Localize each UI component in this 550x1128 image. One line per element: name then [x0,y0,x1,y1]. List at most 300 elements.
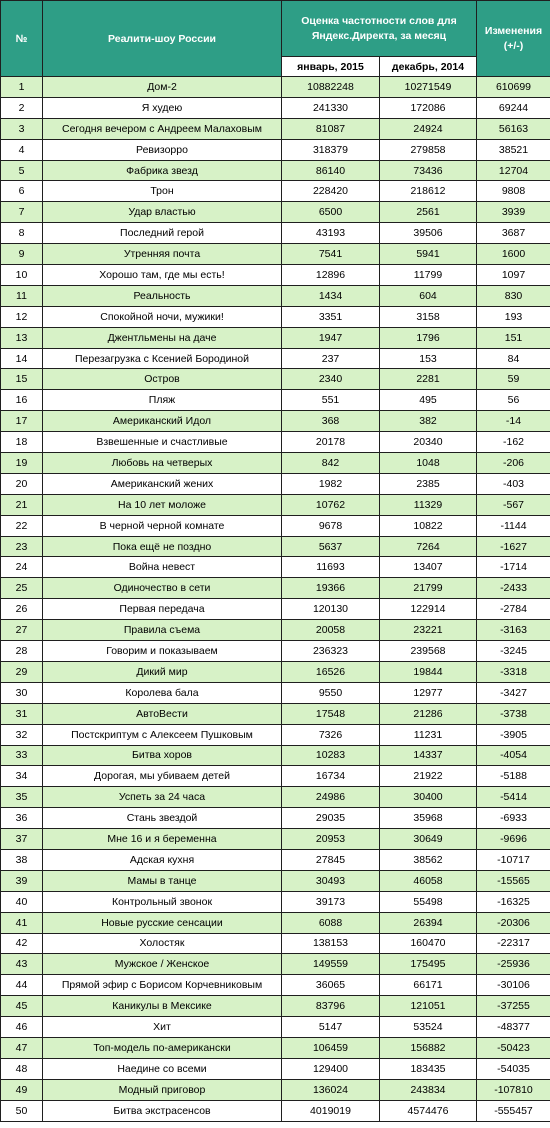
cell-change: -2784 [477,599,550,620]
header-number: № [1,1,43,77]
cell-change: -3427 [477,682,550,703]
cell-december: 10271549 [380,77,477,98]
cell-number: 49 [1,1079,43,1100]
cell-change: 193 [477,306,550,327]
cell-show-name: Дорогая, мы убиваем детей [43,766,282,787]
cell-number: 40 [1,891,43,912]
cell-december: 2561 [380,202,477,223]
cell-change: -5414 [477,787,550,808]
cell-december: 30649 [380,829,477,850]
cell-january: 24986 [282,787,380,808]
cell-show-name: Последний герой [43,223,282,244]
cell-change: -22317 [477,933,550,954]
cell-show-name: Сегодня вечером с Андреем Малаховым [43,118,282,139]
cell-change: -25936 [477,954,550,975]
cell-number: 37 [1,829,43,850]
cell-january: 7326 [282,724,380,745]
cell-number: 46 [1,1017,43,1038]
cell-show-name: Холостяк [43,933,282,954]
cell-january: 20953 [282,829,380,850]
cell-show-name: На 10 лет моложе [43,494,282,515]
cell-january: 236323 [282,641,380,662]
cell-january: 318379 [282,139,380,160]
cell-number: 36 [1,808,43,829]
cell-january: 10283 [282,745,380,766]
cell-show-name: Пляж [43,390,282,411]
table-row [1,390,550,411]
table-row [1,1037,550,1058]
cell-number: 15 [1,369,43,390]
cell-change: -14 [477,411,550,432]
cell-december: 175495 [380,954,477,975]
table-row [1,996,550,1017]
table-row [1,160,550,181]
cell-december: 218612 [380,181,477,202]
cell-january: 17548 [282,703,380,724]
cell-december: 10822 [380,515,477,536]
table-row [1,1100,550,1121]
header-show: Реалити-шоу России [43,1,282,77]
cell-change: 12704 [477,160,550,181]
cell-number: 25 [1,578,43,599]
cell-show-name: Мамы в танце [43,870,282,891]
cell-number: 38 [1,849,43,870]
cell-december: 11329 [380,494,477,515]
cell-january: 86140 [282,160,380,181]
cell-change: 9808 [477,181,550,202]
cell-december: 21922 [380,766,477,787]
table-row [1,975,550,996]
cell-number: 2 [1,97,43,118]
table-row [1,682,550,703]
cell-change: -6933 [477,808,550,829]
table-row [1,870,550,891]
cell-show-name: Я худею [43,97,282,118]
cell-december: 183435 [380,1058,477,1079]
table-row [1,933,550,954]
table-row [1,181,550,202]
cell-change: -1714 [477,557,550,578]
cell-december: 46058 [380,870,477,891]
cell-december: 172086 [380,97,477,118]
cell-change: -48377 [477,1017,550,1038]
cell-january: 1434 [282,285,380,306]
cell-number: 9 [1,244,43,265]
cell-january: 5147 [282,1017,380,1038]
table-row [1,1079,550,1100]
cell-show-name: Стань звездой [43,808,282,829]
cell-number: 50 [1,1100,43,1121]
cell-december: 7264 [380,536,477,557]
cell-january: 241330 [282,97,380,118]
table-row [1,891,550,912]
cell-december: 2281 [380,369,477,390]
cell-change: -37255 [477,996,550,1017]
cell-number: 48 [1,1058,43,1079]
cell-january: 4019019 [282,1100,380,1121]
cell-change: 56 [477,390,550,411]
cell-december: 38562 [380,849,477,870]
cell-number: 17 [1,411,43,432]
cell-show-name: Реальность [43,285,282,306]
cell-change: -206 [477,453,550,474]
cell-january: 368 [282,411,380,432]
table-row [1,285,550,306]
cell-january: 3351 [282,306,380,327]
cell-show-name: Первая передача [43,599,282,620]
cell-show-name: Правила съема [43,620,282,641]
table-row [1,139,550,160]
cell-change: 69244 [477,97,550,118]
cell-december: 153 [380,348,477,369]
table-row [1,661,550,682]
cell-number: 30 [1,682,43,703]
cell-january: 6088 [282,912,380,933]
cell-january: 6500 [282,202,380,223]
cell-number: 47 [1,1037,43,1058]
table-row [1,536,550,557]
cell-number: 12 [1,306,43,327]
cell-number: 45 [1,996,43,1017]
cell-show-name: Топ-модель по-американски [43,1037,282,1058]
cell-number: 20 [1,473,43,494]
cell-number: 13 [1,327,43,348]
table-row [1,515,550,536]
table-row [1,787,550,808]
cell-december: 495 [380,390,477,411]
cell-january: 842 [282,453,380,474]
cell-change: 610699 [477,77,550,98]
cell-number: 18 [1,432,43,453]
cell-number: 42 [1,933,43,954]
cell-december: 4574476 [380,1100,477,1121]
cell-january: 39173 [282,891,380,912]
cell-change: -3163 [477,620,550,641]
table-row [1,1017,550,1038]
cell-december: 382 [380,411,477,432]
cell-january: 19366 [282,578,380,599]
cell-january: 551 [282,390,380,411]
cell-show-name: Дом-2 [43,77,282,98]
table-row [1,306,550,327]
cell-january: 11693 [282,557,380,578]
cell-show-name: Модный приговор [43,1079,282,1100]
cell-change: -30106 [477,975,550,996]
cell-january: 149559 [282,954,380,975]
table-row [1,453,550,474]
cell-show-name: Спокойной ночи, мужики! [43,306,282,327]
cell-december: 20340 [380,432,477,453]
cell-january: 83796 [282,996,380,1017]
cell-number: 27 [1,620,43,641]
cell-number: 6 [1,181,43,202]
cell-change: -3318 [477,661,550,682]
cell-january: 10882248 [282,77,380,98]
cell-show-name: Говорим и показываем [43,641,282,662]
cell-number: 16 [1,390,43,411]
cell-number: 10 [1,265,43,286]
cell-change: -5188 [477,766,550,787]
cell-january: 36065 [282,975,380,996]
header-change: Изменения (+/-) [477,1,550,77]
cell-december: 239568 [380,641,477,662]
cell-change: -3245 [477,641,550,662]
table-row [1,411,550,432]
cell-change: 3939 [477,202,550,223]
cell-december: 21799 [380,578,477,599]
cell-number: 5 [1,160,43,181]
table-row [1,432,550,453]
cell-show-name: Взвешенные и счастливые [43,432,282,453]
cell-december: 55498 [380,891,477,912]
cell-number: 39 [1,870,43,891]
cell-january: 237 [282,348,380,369]
cell-number: 31 [1,703,43,724]
cell-december: 23221 [380,620,477,641]
cell-change: -162 [477,432,550,453]
cell-show-name: Одиночество в сети [43,578,282,599]
table-row [1,849,550,870]
cell-show-name: Утренняя почта [43,244,282,265]
table-row [1,829,550,850]
cell-december: 13407 [380,557,477,578]
cell-december: 26394 [380,912,477,933]
cell-january: 81087 [282,118,380,139]
cell-number: 11 [1,285,43,306]
cell-change: 1600 [477,244,550,265]
table-row [1,766,550,787]
cell-january: 27845 [282,849,380,870]
cell-show-name: Новые русские сенсации [43,912,282,933]
cell-january: 10762 [282,494,380,515]
cell-number: 23 [1,536,43,557]
cell-december: 14337 [380,745,477,766]
cell-show-name: Дикий мир [43,661,282,682]
cell-change: -54035 [477,1058,550,1079]
cell-show-name: Битва хоров [43,745,282,766]
table-row [1,808,550,829]
table-row [1,202,550,223]
cell-show-name: Трон [43,181,282,202]
cell-number: 24 [1,557,43,578]
table-row [1,724,550,745]
cell-number: 21 [1,494,43,515]
cell-january: 5637 [282,536,380,557]
cell-december: 73436 [380,160,477,181]
cell-show-name: Прямой эфир с Борисом Корчевниковым [43,975,282,996]
cell-show-name: Королева бала [43,682,282,703]
cell-january: 30493 [282,870,380,891]
cell-change: 1097 [477,265,550,286]
cell-december: 3158 [380,306,477,327]
cell-december: 11231 [380,724,477,745]
cell-january: 228420 [282,181,380,202]
table-row [1,494,550,515]
cell-show-name: Успеть за 24 часа [43,787,282,808]
cell-change: -3905 [477,724,550,745]
cell-show-name: В черной черной комнате [43,515,282,536]
cell-change: -107810 [477,1079,550,1100]
cell-number: 32 [1,724,43,745]
cell-number: 34 [1,766,43,787]
cell-change: 38521 [477,139,550,160]
cell-december: 2385 [380,473,477,494]
table-row [1,912,550,933]
cell-number: 35 [1,787,43,808]
cell-number: 14 [1,348,43,369]
cell-number: 43 [1,954,43,975]
table-row [1,244,550,265]
cell-december: 19844 [380,661,477,682]
cell-december: 53524 [380,1017,477,1038]
cell-january: 1947 [282,327,380,348]
cell-change: -4054 [477,745,550,766]
header-frequency: Оценка частотности слов для Яндекс.Директа, за месяц [282,1,477,57]
cell-january: 16734 [282,766,380,787]
cell-january: 2340 [282,369,380,390]
table-row [1,77,550,98]
cell-change: 59 [477,369,550,390]
cell-show-name: Война невест [43,557,282,578]
cell-january: 106459 [282,1037,380,1058]
cell-december: 12977 [380,682,477,703]
cell-change: -16325 [477,891,550,912]
cell-december: 243834 [380,1079,477,1100]
cell-december: 156882 [380,1037,477,1058]
cell-january: 9550 [282,682,380,703]
cell-show-name: Американский жених [43,473,282,494]
table-row [1,620,550,641]
cell-change: -3738 [477,703,550,724]
cell-december: 121051 [380,996,477,1017]
cell-change: -15565 [477,870,550,891]
cell-change: -10717 [477,849,550,870]
table-body [1,77,550,1122]
table-row [1,327,550,348]
cell-number: 29 [1,661,43,682]
cell-change: 151 [477,327,550,348]
cell-change: -20306 [477,912,550,933]
cell-change: 3687 [477,223,550,244]
cell-january: 12896 [282,265,380,286]
cell-change: -567 [477,494,550,515]
cell-show-name: Мужское / Женское [43,954,282,975]
cell-show-name: Адская кухня [43,849,282,870]
cell-show-name: Американский Идол [43,411,282,432]
cell-january: 129400 [282,1058,380,1079]
cell-december: 30400 [380,787,477,808]
cell-change: -1144 [477,515,550,536]
cell-december: 35968 [380,808,477,829]
table-row [1,954,550,975]
table-row [1,118,550,139]
cell-december: 1796 [380,327,477,348]
cell-december: 5941 [380,244,477,265]
cell-december: 122914 [380,599,477,620]
cell-show-name: Постскриптум с Алексеем Пушковым [43,724,282,745]
cell-change: 84 [477,348,550,369]
cell-number: 26 [1,599,43,620]
table-row [1,348,550,369]
cell-show-name: Остров [43,369,282,390]
header-december: декабрь, 2014 [380,57,477,77]
table-row [1,703,550,724]
table-row [1,473,550,494]
cell-change: 830 [477,285,550,306]
table-row [1,369,550,390]
cell-january: 136024 [282,1079,380,1100]
cell-number: 41 [1,912,43,933]
cell-show-name: Мне 16 и я беременна [43,829,282,850]
cell-number: 3 [1,118,43,139]
cell-january: 43193 [282,223,380,244]
table-row [1,1058,550,1079]
cell-december: 21286 [380,703,477,724]
cell-number: 44 [1,975,43,996]
cell-number: 19 [1,453,43,474]
cell-january: 20178 [282,432,380,453]
cell-show-name: Удар властью [43,202,282,223]
cell-change: -1627 [477,536,550,557]
cell-january: 138153 [282,933,380,954]
cell-show-name: Фабрика звезд [43,160,282,181]
cell-show-name: Каникулы в Мексике [43,996,282,1017]
table-row [1,223,550,244]
cell-change: -9696 [477,829,550,850]
cell-show-name: Перезагрузка с Ксенией Бородиной [43,348,282,369]
cell-show-name: Хит [43,1017,282,1038]
cell-january: 1982 [282,473,380,494]
table-row [1,557,550,578]
table-row [1,97,550,118]
cell-december: 160470 [380,933,477,954]
cell-january: 16526 [282,661,380,682]
cell-show-name: АвтоВести [43,703,282,724]
cell-number: 4 [1,139,43,160]
cell-number: 22 [1,515,43,536]
cell-december: 279858 [380,139,477,160]
cell-change: 56163 [477,118,550,139]
cell-change: -403 [477,473,550,494]
cell-january: 29035 [282,808,380,829]
cell-change: -50423 [477,1037,550,1058]
cell-show-name: Джентльмены на даче [43,327,282,348]
cell-show-name: Любовь на четверых [43,453,282,474]
cell-december: 1048 [380,453,477,474]
table-row [1,599,550,620]
cell-show-name: Ревизорро [43,139,282,160]
cell-december: 604 [380,285,477,306]
cell-december: 66171 [380,975,477,996]
table-row [1,265,550,286]
cell-show-name: Наедине со всеми [43,1058,282,1079]
cell-january: 120130 [282,599,380,620]
cell-january: 20058 [282,620,380,641]
cell-change: -555457 [477,1100,550,1121]
cell-december: 39506 [380,223,477,244]
table-row [1,641,550,662]
cell-number: 1 [1,77,43,98]
cell-number: 33 [1,745,43,766]
cell-number: 28 [1,641,43,662]
cell-show-name: Контрольный звонок [43,891,282,912]
cell-january: 9678 [282,515,380,536]
cell-show-name: Пока ещё не поздно [43,536,282,557]
cell-december: 24924 [380,118,477,139]
header-january: январь, 2015 [282,57,380,77]
cell-december: 11799 [380,265,477,286]
cell-number: 8 [1,223,43,244]
